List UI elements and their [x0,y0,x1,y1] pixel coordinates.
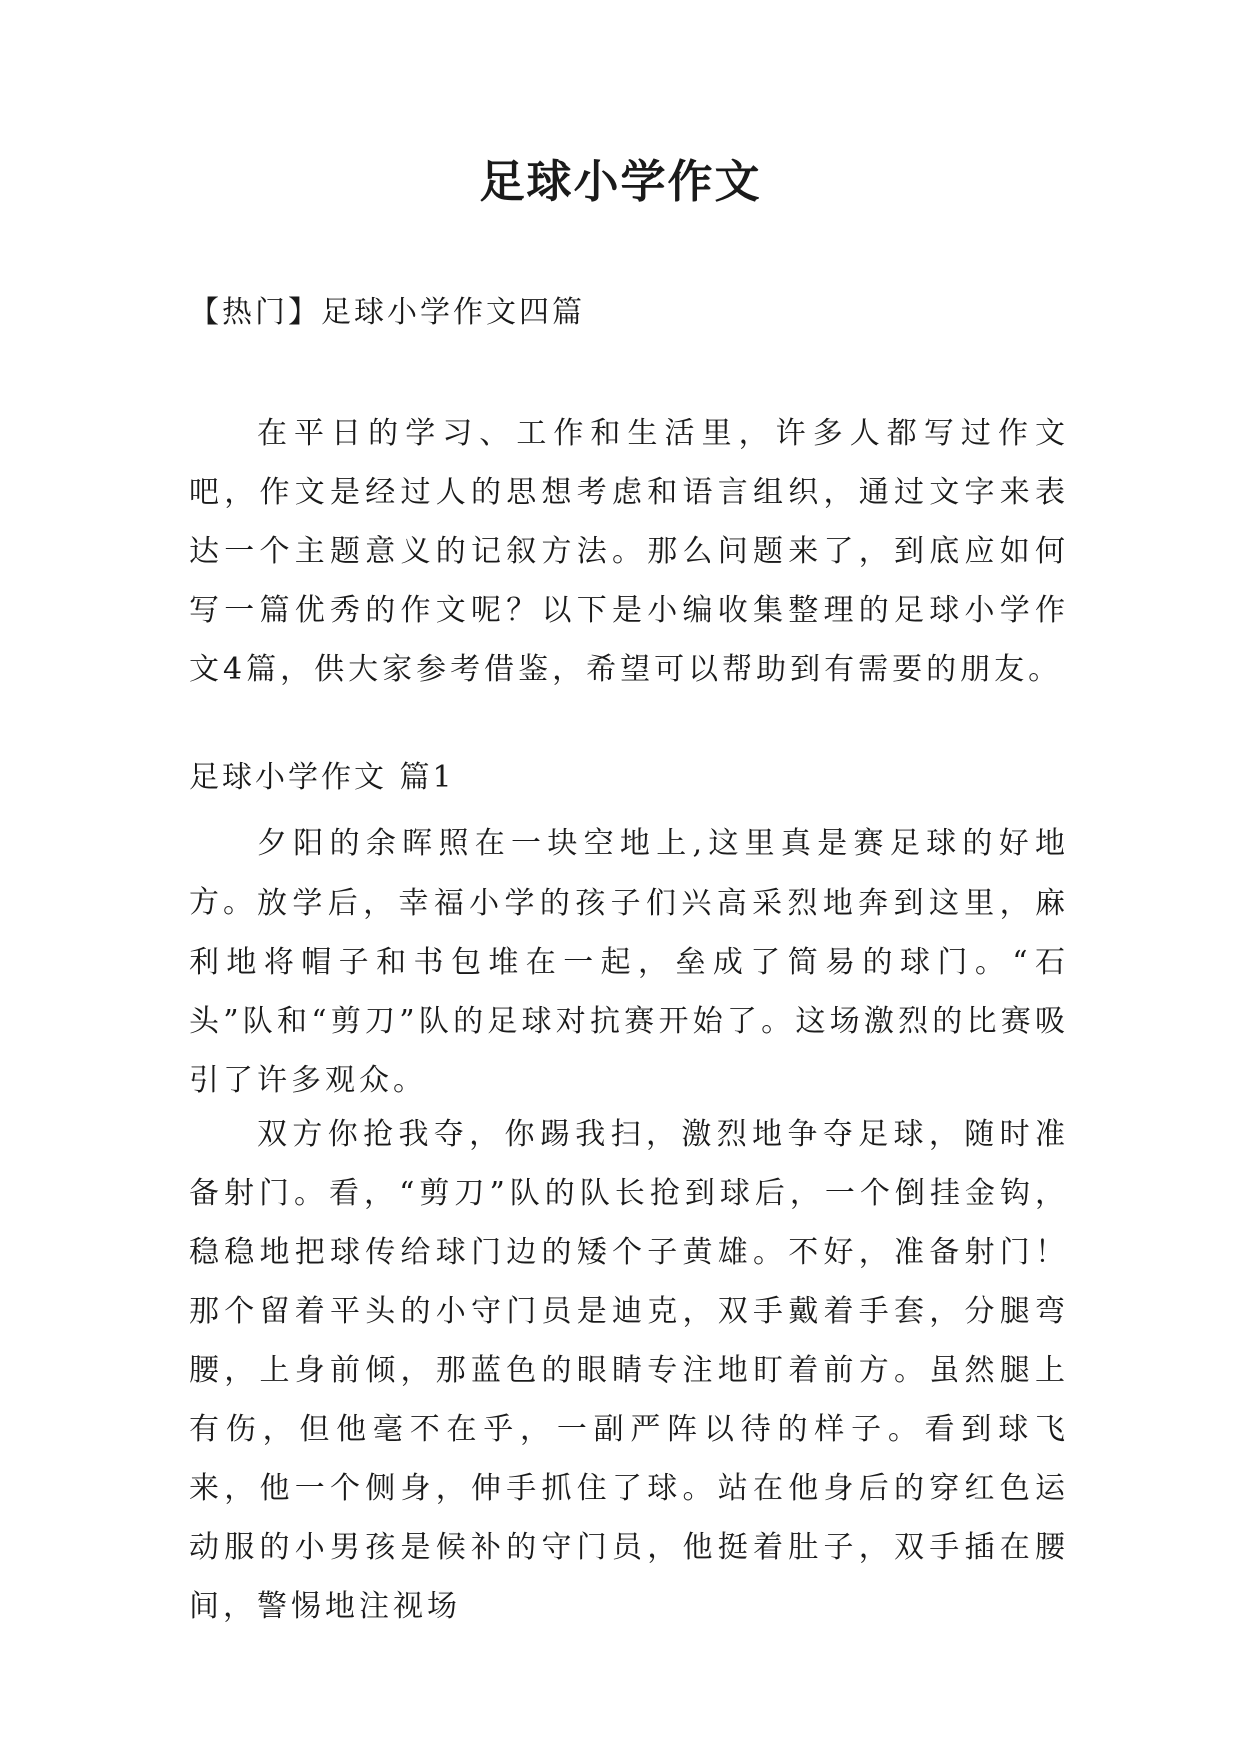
document-subtitle: 【热门】足球小学作文四篇 [189,295,585,330]
body-paragraph: 双方你抢我夺，你踢我扫，激烈地争夺足球，随时准备射门。看，“剪刀”队的队长抢到球后，一个倒挂金钩，稳稳地把球传给球门边的矮个子黄雄。不好，准备射门！那个留着平头的小守门员是迪克，双手戴着手套，分腿弯腰，上身前倾，那蓝色的眼睛专注地盯着前方。虽然腿上有伤，但他毫不在乎，一副严阵以待的样子。看到球飞来，他一个侧身，伸手抓住了球。站在他身后的穿红色运动服的小男孩是候补的守门员，他挺着肚子，双手插在腰间，警惕地注视场 [189,1117,1069,1624]
section-heading: 足球小学作文 篇1 [189,760,455,795]
document-title: 足球小学作文 [479,155,762,208]
body-paragraph: 放学后，幸福小学的孩子们兴高采烈地奔到这里，麻利地将帽子和书包堆在一起，垒成了简易的球门。“石头”队和“剪刀”队的足球对抗赛开始了。这场激烈的比赛吸引了许多观众。 [189,886,1069,1098]
intro-paragraph: 在平日的学习、工作和生活里，许多人都写过作文吧，作文是经过人的思想考虑和语言组织，通过文字来表达一个主题意义的记叙方法。那么问题来了，到底应如何写一篇优秀的作文呢？以下是小编收集整理的足球小学作文4篇，供大家参考借鉴，希望可以帮助到有需要的朋友。 [189,416,1069,687]
body-paragraph: 夕阳的余晖照在一块空地上,这里真是赛足球的好地方。 [189,826,1069,920]
